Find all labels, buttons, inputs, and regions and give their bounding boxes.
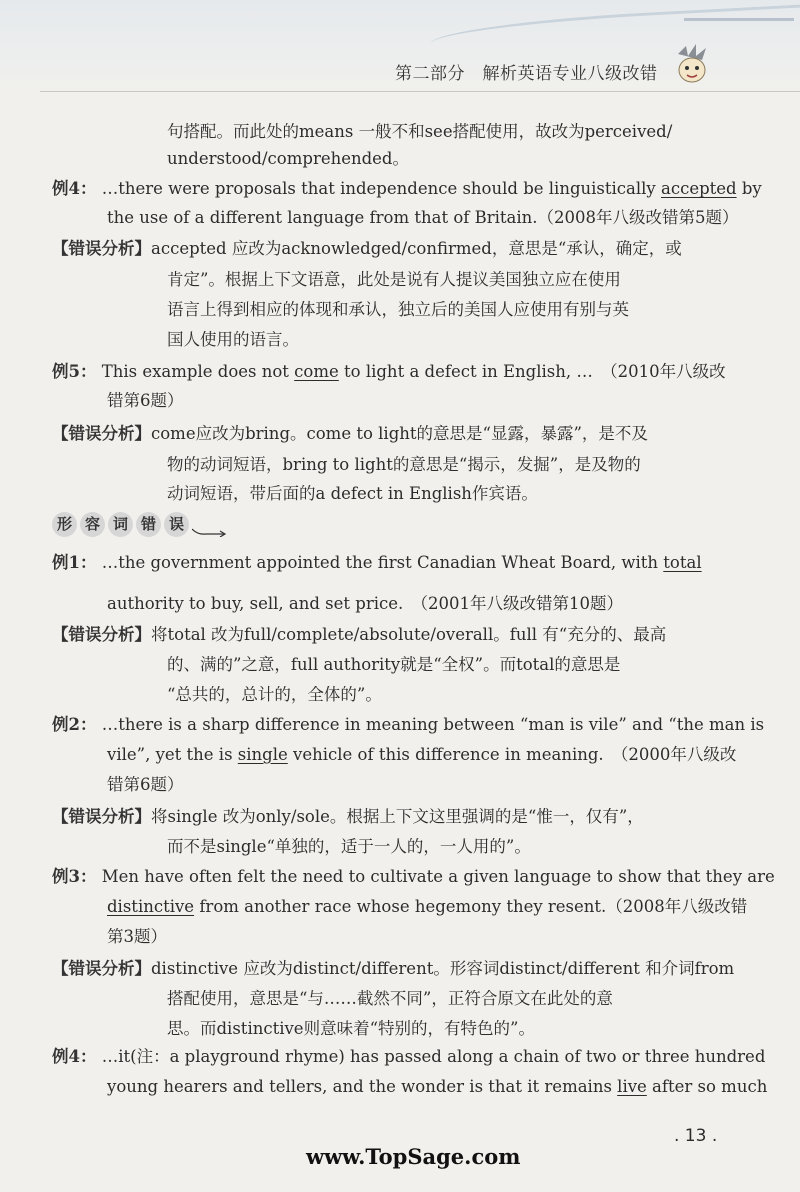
text-line bbox=[107, 926, 167, 948]
section-title-char: 容 bbox=[80, 512, 105, 537]
analysis-line bbox=[52, 238, 682, 260]
text-line bbox=[167, 329, 299, 351]
text-line bbox=[107, 774, 184, 796]
text-segment: Men have often felt the need to cultivate a given language to show that they are bbox=[96, 867, 775, 886]
example-line bbox=[52, 1046, 765, 1068]
text-line bbox=[107, 593, 623, 615]
text-line bbox=[167, 483, 538, 505]
entry-label: 例2： bbox=[52, 715, 97, 734]
text-line bbox=[167, 148, 409, 170]
text-line bbox=[107, 390, 184, 412]
text-segment: authority to buy, sell, and set price. （2001年八级改错第10题） bbox=[107, 594, 624, 613]
footer-url: www.TopSage.com bbox=[306, 1144, 521, 1169]
entry-label: 例1： bbox=[52, 553, 97, 572]
text-segment: 句搭配。而此处的means 一般不和see搭配使用，故改为perceived/ bbox=[167, 122, 673, 141]
section-heading bbox=[52, 512, 228, 542]
text-line bbox=[167, 121, 672, 143]
entry-label: 例5： bbox=[52, 362, 97, 381]
text-segment: 将total 改为full/complete/absolute/overall。full 有“充分的、最高 bbox=[151, 625, 667, 644]
section-title-char: 词 bbox=[108, 512, 133, 537]
analysis-line bbox=[52, 423, 648, 445]
example-line bbox=[52, 552, 702, 574]
text-line bbox=[167, 654, 620, 676]
text-segment: “总共的，总计的，全体的”。 bbox=[167, 685, 382, 704]
text-segment: …the government appointed the first Canadian Wheat Board, with bbox=[96, 553, 664, 572]
example-line bbox=[52, 714, 764, 736]
text-segment: 而不是single“单独的，适于一人的，一人用的”。 bbox=[167, 837, 531, 856]
example-line bbox=[52, 178, 762, 200]
section-title-char: 错 bbox=[136, 512, 161, 537]
running-header-title: 第二部分 解析英语专业八级改错 bbox=[395, 64, 658, 84]
entry-label: 例4： bbox=[52, 179, 97, 198]
text-line bbox=[167, 684, 382, 706]
entry-label: 【错误分析】 bbox=[52, 239, 151, 258]
entry-label: 【错误分析】 bbox=[52, 625, 151, 644]
text-line bbox=[107, 896, 747, 918]
underlined-error-word: distinctive bbox=[107, 897, 195, 916]
text-line bbox=[167, 988, 613, 1010]
text-segment: 肯定”。根据上下文语意，此处是说有人提议美国独立应在使用 bbox=[167, 270, 621, 289]
text-segment: after so much bbox=[646, 1077, 768, 1096]
text-line bbox=[107, 744, 736, 766]
text-segment: 搭配使用，意思是“与……截然不同”，正符合原文在此处的意 bbox=[167, 989, 613, 1008]
text-segment: 动词短语，带后面的a defect in English作宾语。 bbox=[167, 484, 538, 503]
text-segment: …it(注：a playground rhyme) has passed along a chain of two or three hundred bbox=[96, 1047, 766, 1066]
section-title-char: 误 bbox=[164, 512, 189, 537]
entry-label: 【错误分析】 bbox=[52, 424, 151, 443]
text-segment: 的、满的”之意，full authority就是“全权”。而total的意思是 bbox=[167, 655, 621, 674]
text-segment: 思。而distinctive则意味着“特别的，有特色的”。 bbox=[167, 1019, 535, 1038]
entry-label: 【错误分析】 bbox=[52, 959, 151, 978]
text-line bbox=[107, 1076, 767, 1098]
example-line bbox=[52, 361, 726, 383]
text-segment: 将single 改为only/sole。根据上下文这里强调的是“惟一，仅有”， bbox=[151, 807, 644, 826]
text-segment: 国人使用的语言。 bbox=[167, 330, 299, 349]
text-line bbox=[167, 299, 629, 321]
text-segment: from another race whose hegemony they resent.（2008年八级改错 bbox=[194, 897, 748, 916]
example-line bbox=[52, 866, 775, 888]
underlined-error-word: live bbox=[617, 1077, 647, 1096]
text-segment: vile”, yet the is bbox=[107, 745, 238, 764]
entry-label: 例4： bbox=[52, 1047, 97, 1066]
text-segment: to light a defect in English, … （2010年八级改 bbox=[338, 362, 726, 381]
entry-label: 例3： bbox=[52, 867, 97, 886]
page-number: . 13 . bbox=[674, 1126, 718, 1146]
text-segment: 第3题） bbox=[107, 927, 167, 946]
text-segment: young hearers and tellers, and the wonder is that it remains bbox=[107, 1077, 618, 1096]
cartoon-mascot-icon bbox=[672, 44, 712, 86]
underlined-error-word: come bbox=[294, 362, 339, 381]
text-segment: 语言上得到相应的体现和承认，独立后的美国人应使用有别与英 bbox=[167, 300, 629, 319]
text-segment: …there were proposals that independence should be linguistically bbox=[96, 179, 661, 198]
text-line bbox=[167, 1018, 535, 1040]
analysis-line bbox=[52, 624, 666, 646]
analysis-line bbox=[52, 958, 734, 980]
text-line bbox=[167, 454, 641, 476]
header-arrow-decoration bbox=[684, 18, 794, 21]
text-line bbox=[107, 207, 739, 229]
text-segment: …there is a sharp difference in meaning between “man is vile” and “the man is bbox=[96, 715, 765, 734]
underlined-error-word: total bbox=[663, 553, 702, 572]
text-segment: by bbox=[736, 179, 762, 198]
text-segment: come应改为bring。come to light的意思是“显露，暴露”，是不及 bbox=[151, 424, 648, 443]
text-segment: 错第6题） bbox=[107, 391, 184, 410]
text-segment: vehicle of this difference in meaning. （2000年八级改 bbox=[287, 745, 737, 764]
underlined-error-word: accepted bbox=[661, 179, 737, 198]
analysis-line bbox=[52, 806, 644, 828]
entry-label: 【错误分析】 bbox=[52, 807, 151, 826]
text-line bbox=[167, 269, 621, 291]
header-rule bbox=[40, 91, 800, 92]
underlined-error-word: single bbox=[237, 745, 288, 764]
arrow-right-icon bbox=[192, 521, 228, 537]
text-segment: distinctive 应改为distinct/different。形容词distinct/different 和介词from bbox=[151, 959, 735, 978]
text-segment: understood/comprehended。 bbox=[167, 149, 409, 168]
section-title-char: 形 bbox=[52, 512, 77, 537]
text-segment: the use of a different language from that of Britain.（2008年八级改错第5题） bbox=[107, 208, 739, 227]
text-segment: 错第6题） bbox=[107, 775, 184, 794]
text-segment: This example does not bbox=[96, 362, 295, 381]
text-segment: accepted 应改为acknowledged/confirmed，意思是“承认，确定，或 bbox=[151, 239, 682, 258]
text-line bbox=[167, 836, 531, 858]
text-segment: 物的动词短语，bring to light的意思是“揭示，发掘”，是及物的 bbox=[167, 455, 641, 474]
